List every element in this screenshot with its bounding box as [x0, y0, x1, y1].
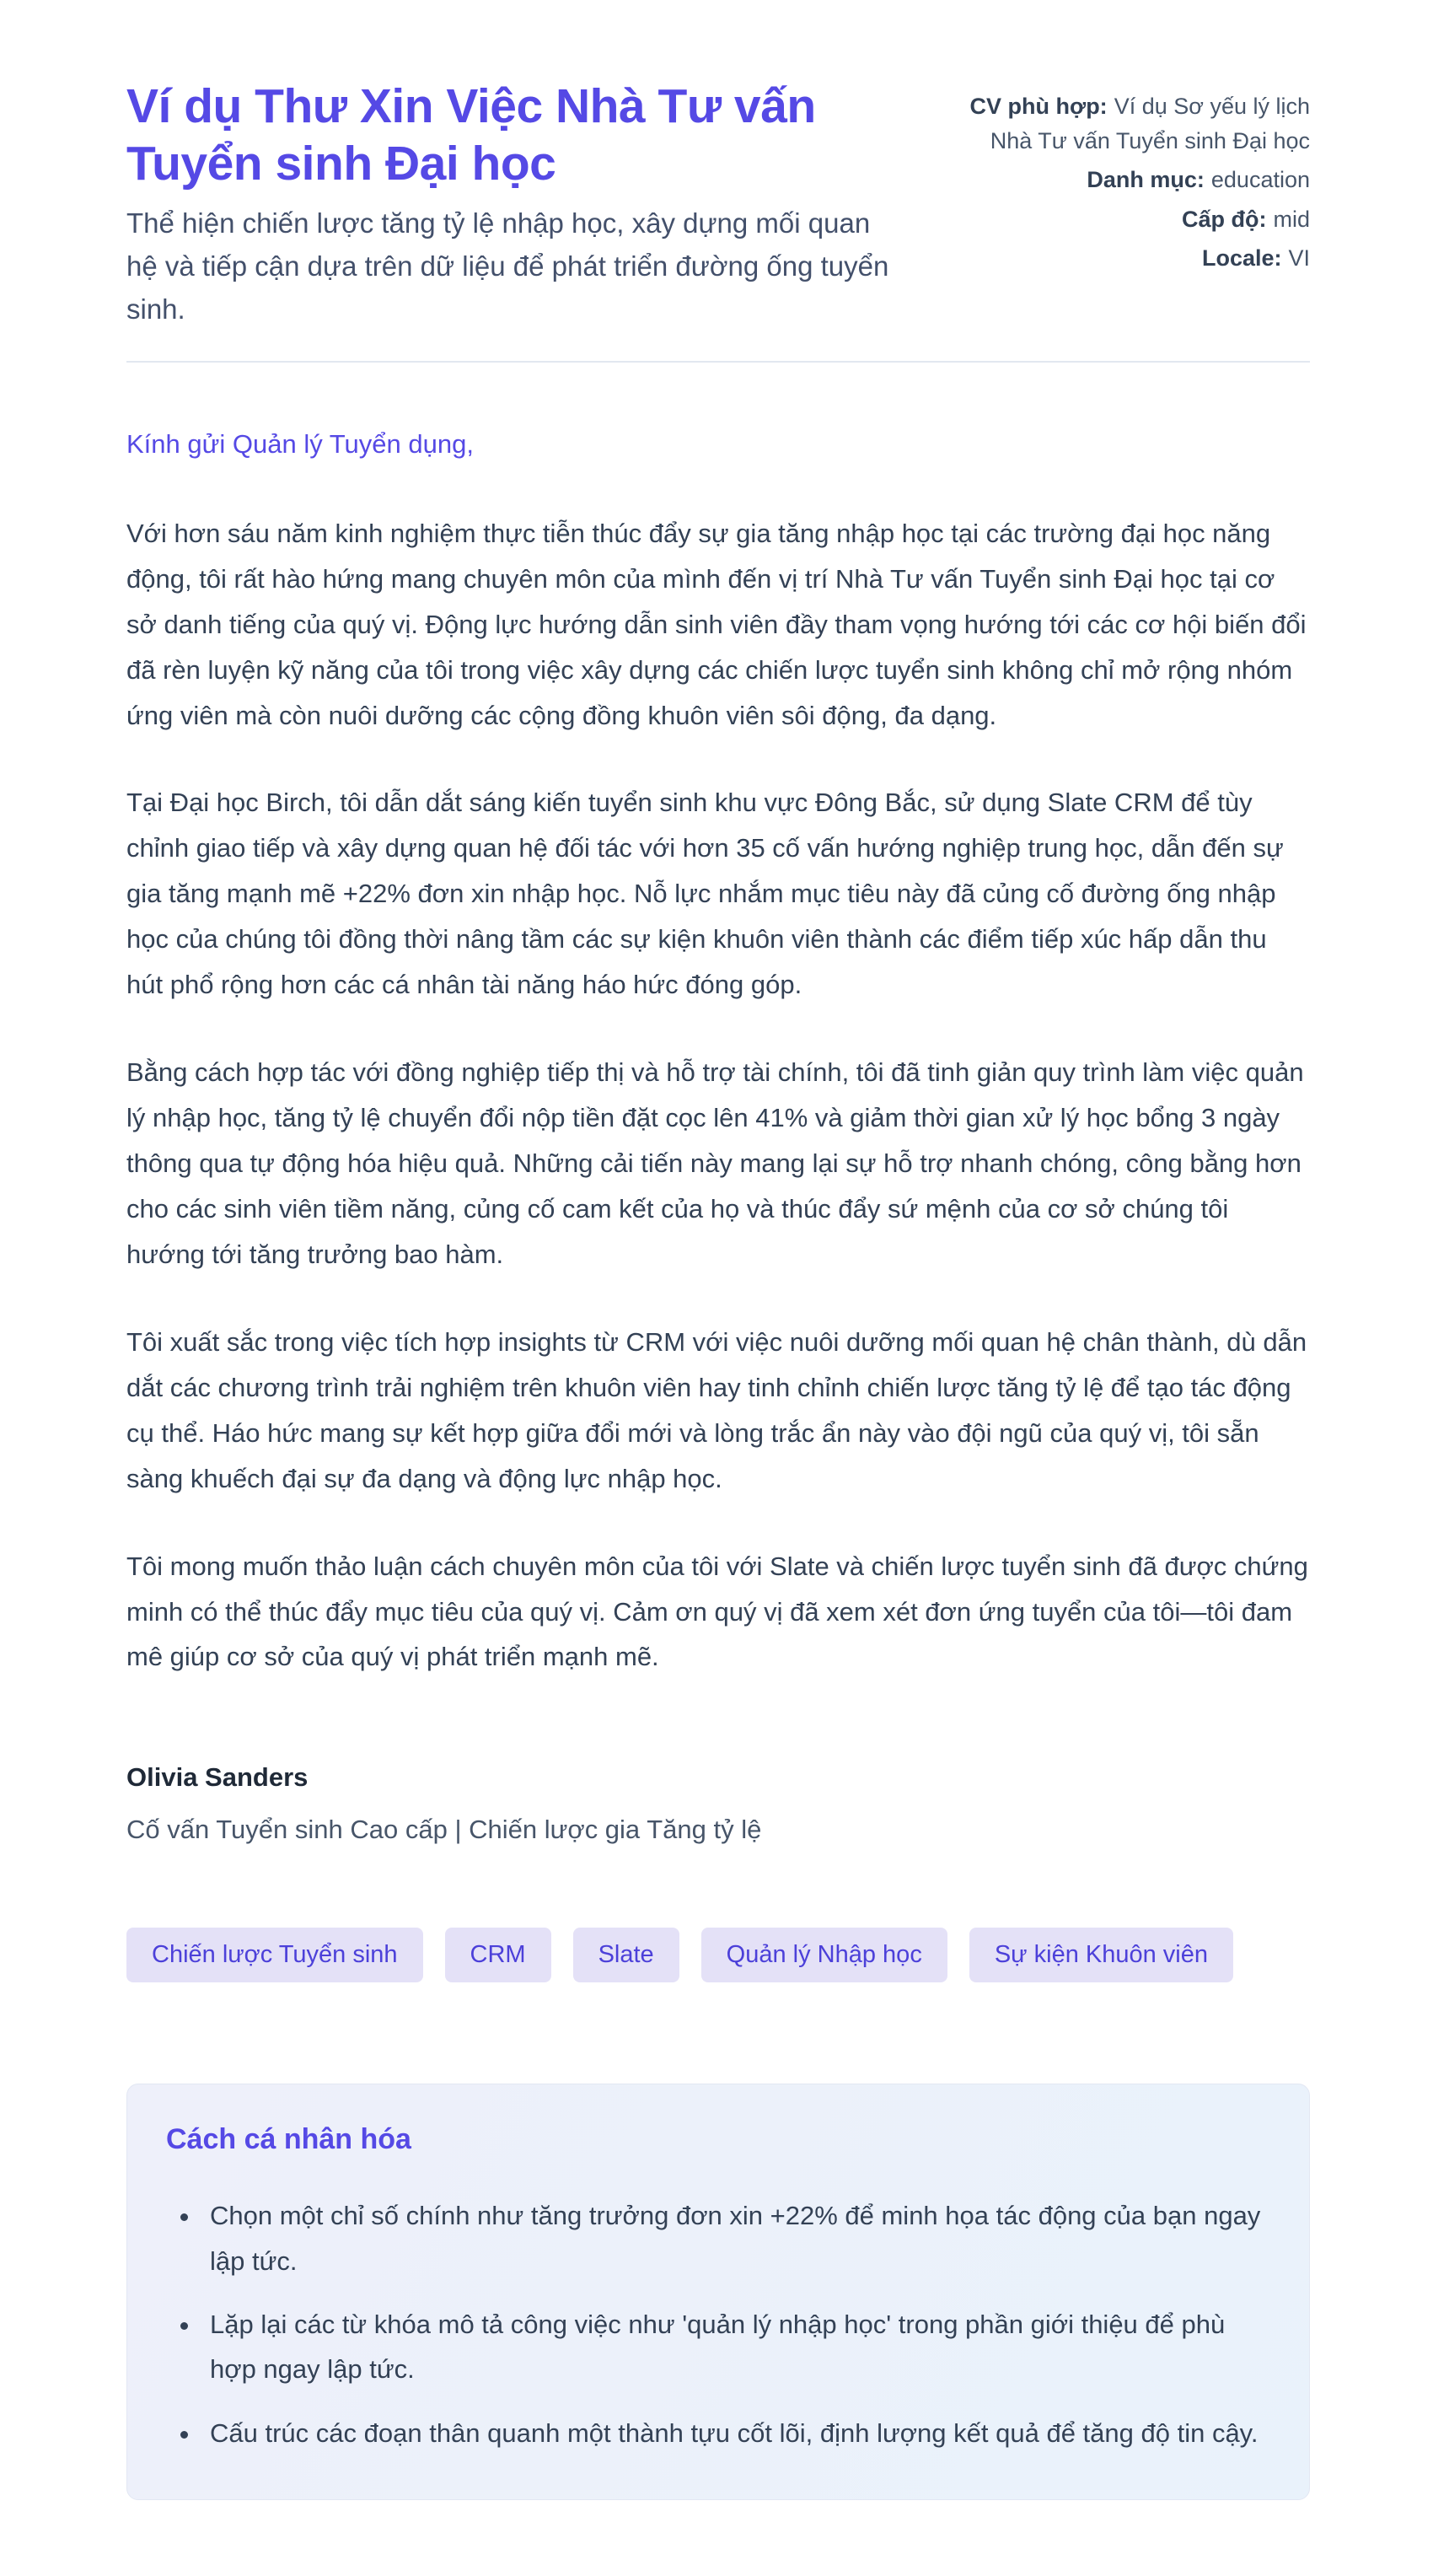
meta-row-locale [926, 241, 1310, 276]
meta-row-category [926, 163, 1310, 197]
letter-paragraph: Tại Đại học Birch, tôi dẫn dắt sáng kiến tuyển sinh khu vực Đông Bắc, sử dụng Slate CRM để tùy chỉnh giao tiếp và xây dựng quan hệ đối tác với hơn 35 cố vấn hướng nghiệp trung học, dẫn đến sự gia tăng mạnh mẽ +22% đơn xin nhập học. Nỗ lực nhắm mục tiêu này đã củng cố đường ống nhập học của chúng tôi đồng thời nâng tầm các sự kiện khuôn viên thành các điểm tiếp xúc hấp dẫn thu hút phổ rộng hơn các cá nhân tài năng háo hức đóng góp. [126, 788, 1284, 1000]
tips-heading: Cách cá nhân hóa [166, 2123, 411, 2156]
meta-row-matching-cv [926, 89, 1310, 158]
tag-chip[interactable]: CRM [445, 1928, 551, 1982]
meta-value: Ví dụ Sơ yếu lý lịch Nhà Tư vấn Tuyển sinh Đại học [990, 94, 1310, 153]
letter-paragraph: Tôi mong muốn thảo luận cách chuyên môn của tôi với Slate và chiến lược tuyển sinh đã được chứng minh có thể thúc đẩy mục tiêu của quý vị. Cảm ơn quý vị đã xem xét đơn ứng tuyển của tôi—tôi đam mê giúp cơ sở của quý vị phát triển mạnh mẽ. [126, 1551, 1308, 1672]
tag-chip[interactable]: Sự kiện Khuôn viên [969, 1928, 1233, 1982]
meta-label: Cấp độ: [1181, 206, 1267, 232]
tip-item: • Lặp lại các từ khóa mô tả công việc như 'quản lý nhập học' trong phần giới thiệu để phù hợp ngay lập tức. [201, 2302, 1267, 2392]
meta-value: mid [1273, 206, 1310, 232]
document-meta [926, 78, 1310, 331]
tag-list [126, 1928, 1310, 1982]
signature-name: Olivia Sanders [126, 1762, 309, 1793]
page-header [126, 78, 1310, 331]
personalization-tips-box [126, 2084, 1310, 2500]
header-divider [126, 361, 1310, 363]
tag-chip[interactable]: Chiến lược Tuyển sinh [126, 1928, 423, 1982]
tip-item: • Chọn một chỉ số chính như tăng trưởng đơn xin +22% để minh họa tác động của bạn ngay lập tức. [201, 2193, 1267, 2283]
meta-label: CV phù hợp: [969, 94, 1108, 119]
meta-label: Locale: [1201, 245, 1282, 271]
meta-label: Danh mục: [1087, 167, 1205, 192]
meta-value: VI [1288, 245, 1310, 271]
meta-row-level [926, 202, 1310, 237]
tag-chip[interactable]: Slate [573, 1928, 679, 1982]
tips-list [166, 2193, 1267, 2455]
page-subtitle: Thể hiện chiến lược tăng tỷ lệ nhập học, xây dựng mối quan hệ và tiếp cận dựa trên dữ liệu để phát triển đường ống tuyển sinh. [126, 207, 889, 325]
letter-paragraph: Với hơn sáu năm kinh nghiệm thực tiễn thúc đẩy sự gia tăng nhập học tại các trường đại học năng động, tôi rất hào hứng mang chuyên môn của mình đến vị trí Nhà Tư vấn Tuyển sinh Đại học tại cơ sở danh tiếng của quý vị. Động lực hướng dẫn sinh viên đầy tham vọng hướng tới các cơ hội biến đổi đã rèn luyện kỹ năng của tôi trong việc xây dựng các chiến lược tuyển sinh không chỉ mở rộng nhóm ứng viên mà còn nuôi dưỡng các cộng đồng khuôn viên sôi động, đa dạng. [126, 518, 1307, 730]
letter-greeting: Kính gửi Quản lý Tuyển dụng, [126, 429, 474, 460]
letter-paragraph: Bằng cách hợp tác với đồng nghiệp tiếp thị và hỗ trợ tài chính, tôi đã tinh giản quy trình làm việc quản lý nhập học, tăng tỷ lệ chuyển đổi nộp tiền đặt cọc lên 41% và giảm thời gian xử lý học bổng 3 ngày thông qua tự động hóa hiệu quả. Những cải tiến này mang lại sự hỗ trợ nhanh chóng, công bằng hơn cho các sinh viên tiềm năng, củng cố cam kết của họ và thúc đẩy sứ mệnh của cơ sở chúng tôi hướng tới tăng trưởng bao hàm. [126, 1057, 1304, 1269]
tip-item: • Cấu trúc các đoạn thân quanh một thành tựu cốt lõi, định lượng kết quả để tăng độ tin cậy. [201, 2411, 1267, 2455]
letter-body [126, 423, 1310, 1845]
letter-paragraph: Tôi xuất sắc trong việc tích hợp insights từ CRM với việc nuôi dưỡng mối quan hệ chân thành, dù dẫn dắt các chương trình trải nghiệm trên khuôn viên hay tinh chỉnh chiến lược tăng tỷ lệ để tạo tác động cụ thể. Háo hức mang sự kết hợp giữa đổi mới và lòng trắc ẩn này vào đội ngũ của quý vị, tôi sẵn sàng khuếch đại sự đa dạng và động lực nhập học. [126, 1326, 1307, 1493]
header-title-block [126, 78, 893, 331]
tag-chip[interactable]: Quản lý Nhập học [701, 1928, 947, 1982]
page-title: Ví dụ Thư Xin Việc Nhà Tư vấn Tuyển sinh Đại học [126, 79, 816, 191]
signature-title: Cố vấn Tuyển sinh Cao cấp | Chiến lược gia Tăng tỷ lệ [126, 1815, 762, 1845]
meta-value: education [1210, 167, 1310, 192]
